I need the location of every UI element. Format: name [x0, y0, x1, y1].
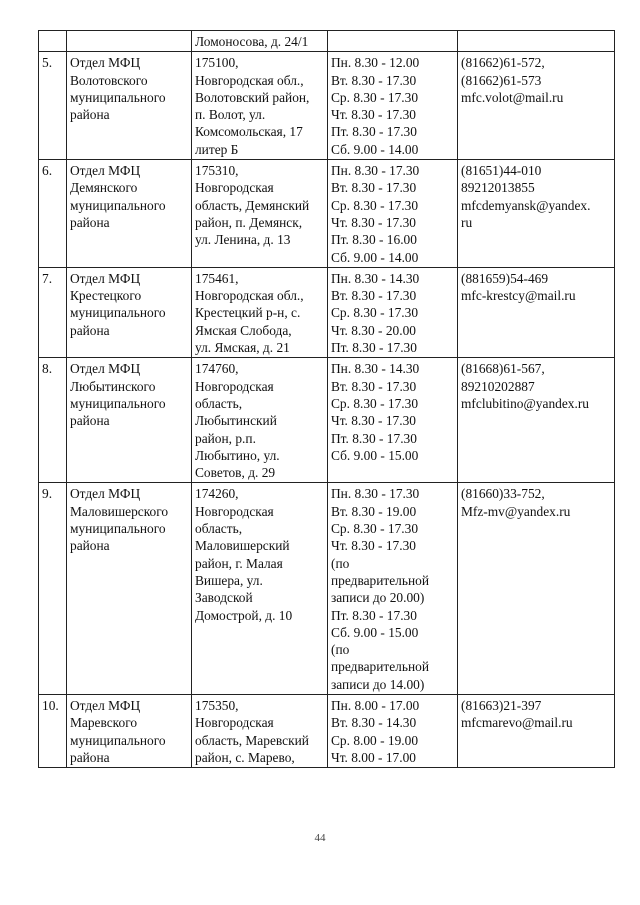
hours-line: предварительной: [331, 572, 430, 588]
address-line: Любытинский: [195, 413, 277, 429]
address-line: район, с. Марево,: [195, 749, 295, 765]
office-name-cell: [67, 160, 192, 268]
address-line: литер Б: [195, 141, 239, 157]
mfc-offices-table: [38, 30, 615, 768]
office-name-line: района: [70, 107, 110, 123]
office-name-line: Отдел МФЦ: [70, 270, 141, 286]
hours-line: Сб. 9.00 - 14.00: [331, 249, 419, 265]
hours-line: Вт. 8.30 - 17.30: [331, 288, 417, 304]
hours-line: Чт. 8.30 - 17.30: [331, 214, 416, 230]
hours-line: Сб. 9.00 - 15.00: [331, 624, 419, 640]
hours-line: Ср. 8.30 - 17.30: [331, 197, 419, 213]
row-number-cell: [39, 483, 67, 695]
hours-cell: [328, 358, 458, 483]
hours-cell: [328, 694, 458, 767]
office-name-cell: [67, 483, 192, 695]
address-line: ул. Ленина, д. 13: [195, 232, 291, 248]
contacts-line: mfcmarevo@mail.ru: [461, 715, 573, 731]
address-line: Ямская Слобода,: [195, 322, 292, 338]
row-number-cell: [39, 358, 67, 483]
page-number: 44: [314, 832, 326, 844]
address-line: Новгородская обл.,: [195, 288, 304, 304]
address-line: Крестецкий р-н, с.: [195, 305, 301, 321]
address-line: 174760,: [195, 361, 239, 377]
office-name-line: Любытинского: [70, 378, 156, 394]
office-name-line: муниципального: [70, 732, 166, 748]
office-name-line: Отдел МФЦ: [70, 361, 141, 377]
office-name-line: Крестецкого: [70, 288, 142, 304]
contacts-line: (81662)61-573: [461, 72, 542, 88]
contacts-cell: [458, 694, 615, 767]
address-line: Волотовский район,: [195, 89, 310, 105]
address-line: 175461,: [195, 270, 239, 286]
row-number-cell: [39, 160, 67, 268]
address-line: область,: [195, 521, 243, 537]
address-line: 175100,: [195, 55, 239, 71]
address-line: Домострой, д. 10: [195, 607, 293, 623]
hours-line: Чт. 8.30 - 17.30: [331, 538, 416, 554]
hours-line: Вт. 8.30 - 17.30: [331, 180, 417, 196]
contacts-line: (81662)61-572,: [461, 55, 545, 71]
hours-line: Пт. 8.30 - 17.30: [331, 607, 417, 623]
hours-line: Ср. 8.30 - 17.30: [331, 521, 419, 537]
office-name-line: муниципального: [70, 89, 166, 105]
hours-line: Ср. 8.00 - 19.00: [331, 732, 419, 748]
hours-line: Чт. 8.00 - 17.00: [331, 749, 416, 765]
office-name-line: Отдел МФЦ: [70, 55, 141, 71]
row-number-cell: [39, 694, 67, 767]
office-name-line: Волотовского: [70, 72, 148, 88]
row-number: 10.: [42, 697, 59, 713]
hours-line: Чт. 8.30 - 20.00: [331, 322, 416, 338]
hours-line: (по: [331, 555, 350, 571]
office-name-line: района: [70, 538, 110, 554]
office-name-line: муниципального: [70, 305, 166, 321]
contacts-line: ru: [461, 214, 473, 230]
hours-line: Чт. 8.30 - 17.30: [331, 107, 416, 123]
office-name-cell: [67, 267, 192, 357]
office-name-line: района: [70, 413, 110, 429]
contacts-cell: [458, 52, 615, 160]
address-line: Ломоносова, д. 24/1: [195, 34, 309, 49]
address-line: Новгородская: [195, 180, 274, 196]
office-name-line: Отдел МФЦ: [70, 697, 141, 713]
address-cell: [192, 160, 328, 268]
hours-line: Пн. 8.30 - 14.30: [331, 361, 420, 377]
hours-line: Ср. 8.30 - 17.30: [331, 89, 419, 105]
address-cell: [192, 31, 328, 52]
hours-cell: [328, 52, 458, 160]
hours-line: Вт. 8.30 - 17.30: [331, 72, 417, 88]
address-line: Новгородская: [195, 715, 274, 731]
office-name-cell: [67, 358, 192, 483]
address-line: Заводской: [195, 590, 253, 606]
hours-cell: [328, 267, 458, 357]
contacts-line: mfclubitino@yandex.ru: [461, 395, 589, 411]
hours-line: (по: [331, 642, 350, 658]
row-number-cell: [39, 267, 67, 357]
hours-line: Пн. 8.30 - 12.00: [331, 55, 420, 71]
office-name-line: муниципального: [70, 521, 166, 537]
hours-line: Ср. 8.30 - 17.30: [331, 395, 419, 411]
table-row: [39, 358, 615, 483]
address-cell: [192, 267, 328, 357]
hours-line: Сб. 9.00 - 15.00: [331, 447, 419, 463]
contacts-line: (81660)33-752,: [461, 486, 545, 502]
address-line: Новгородская: [195, 503, 274, 519]
address-line: Вишера, ул.: [195, 572, 263, 588]
address-line: Новгородская обл.,: [195, 72, 304, 88]
address-line: 175350,: [195, 697, 239, 713]
hours-line: Сб. 9.00 - 14.00: [331, 141, 419, 157]
contacts-line: 89212013855: [461, 180, 535, 196]
address-line: район, р.п.: [195, 430, 256, 446]
address-cell: [192, 52, 328, 160]
table-row: [39, 267, 615, 357]
hours-line: Пн. 8.30 - 14.30: [331, 270, 420, 286]
office-name-line: района: [70, 322, 110, 338]
row-number-cell: [39, 31, 67, 52]
office-name-line: Демянского: [70, 180, 138, 196]
office-name-cell: [67, 694, 192, 767]
table-row: [39, 52, 615, 160]
address-line: 174260,: [195, 486, 239, 502]
contacts-line: (81651)44-010: [461, 163, 542, 179]
address-line: область,: [195, 395, 243, 411]
office-name-cell: [67, 52, 192, 160]
office-name-line: Отдел МФЦ: [70, 163, 141, 179]
contacts-line: 89210202887: [461, 378, 535, 394]
contacts-line: (81668)61-567,: [461, 361, 545, 377]
office-name-line: района: [70, 749, 110, 765]
hours-line: Пн. 8.00 - 17.00: [331, 697, 420, 713]
address-line: Новгородская: [195, 378, 274, 394]
contacts-cell: [458, 160, 615, 268]
row-number: 5.: [42, 55, 53, 71]
hours-cell: [328, 483, 458, 695]
hours-line: Вт. 8.30 - 17.30: [331, 378, 417, 394]
address-line: Маловишерский: [195, 538, 290, 554]
hours-line: записи до 20.00): [331, 590, 425, 606]
office-name-line: муниципального: [70, 197, 166, 213]
office-name-line: Маловишерского: [70, 503, 169, 519]
contacts-line: (81663)21-397: [461, 697, 542, 713]
contacts-line: mfcdemyansk@yandex.: [461, 197, 591, 213]
address-line: область, Маревский: [195, 732, 309, 748]
office-name-line: муниципального: [70, 395, 166, 411]
office-name-line: Маревского: [70, 715, 138, 731]
hours-line: предварительной: [331, 659, 430, 675]
contacts-line: Mfz-mv@yandex.ru: [461, 503, 571, 519]
hours-line: Пт. 8.30 - 17.30: [331, 340, 417, 356]
contacts-line: mfc-krestcy@mail.ru: [461, 288, 576, 304]
row-number: 8.: [42, 361, 53, 377]
address-line: область, Демянский: [195, 197, 310, 213]
hours-line: Пт. 8.30 - 16.00: [331, 232, 417, 248]
hours-line: записи до 14.00): [331, 676, 425, 692]
hours-line: Вт. 8.30 - 14.30: [331, 715, 417, 731]
office-name-line: Отдел МФЦ: [70, 486, 141, 502]
table-row: [39, 160, 615, 268]
address-line: ул. Ямская, д. 21: [195, 340, 290, 356]
row-number: 9.: [42, 486, 53, 502]
contacts-cell: [458, 267, 615, 357]
address-cell: [192, 483, 328, 695]
address-line: Комсомольская, 17: [195, 124, 303, 140]
hours-line: Пт. 8.30 - 17.30: [331, 430, 417, 446]
hours-line: Пт. 8.30 - 17.30: [331, 124, 417, 140]
address-cell: [192, 358, 328, 483]
hours-cell: [328, 160, 458, 268]
hours-line: Чт. 8.30 - 17.30: [331, 413, 416, 429]
hours-line: Вт. 8.30 - 19.00: [331, 503, 417, 519]
table-row-continuation: [39, 31, 615, 52]
hours-line: Пн. 8.30 - 17.30: [331, 486, 420, 502]
hours-cell: [328, 31, 458, 52]
table-row: [39, 483, 615, 695]
address-line: район, г. Малая: [195, 555, 283, 571]
address-cell: [192, 694, 328, 767]
office-name-line: района: [70, 214, 110, 230]
row-number: 7.: [42, 270, 53, 286]
contacts-cell: [458, 483, 615, 695]
table-body: [39, 31, 615, 768]
contacts-line: (881659)54-469: [461, 270, 549, 286]
table-row: [39, 694, 615, 767]
address-line: Советов, д. 29: [195, 465, 276, 481]
office-name-cell: [67, 31, 192, 52]
hours-line: Ср. 8.30 - 17.30: [331, 305, 419, 321]
contacts-cell: [458, 31, 615, 52]
address-line: Любытино, ул.: [195, 447, 280, 463]
hours-line: Пн. 8.30 - 17.30: [331, 163, 420, 179]
row-number-cell: [39, 52, 67, 160]
row-number: 6.: [42, 163, 53, 179]
contacts-cell: [458, 358, 615, 483]
address-line: район, п. Демянск,: [195, 214, 303, 230]
contacts-line: mfc.volot@mail.ru: [461, 89, 564, 105]
address-line: п. Волот, ул.: [195, 107, 266, 123]
address-line: 175310,: [195, 163, 239, 179]
